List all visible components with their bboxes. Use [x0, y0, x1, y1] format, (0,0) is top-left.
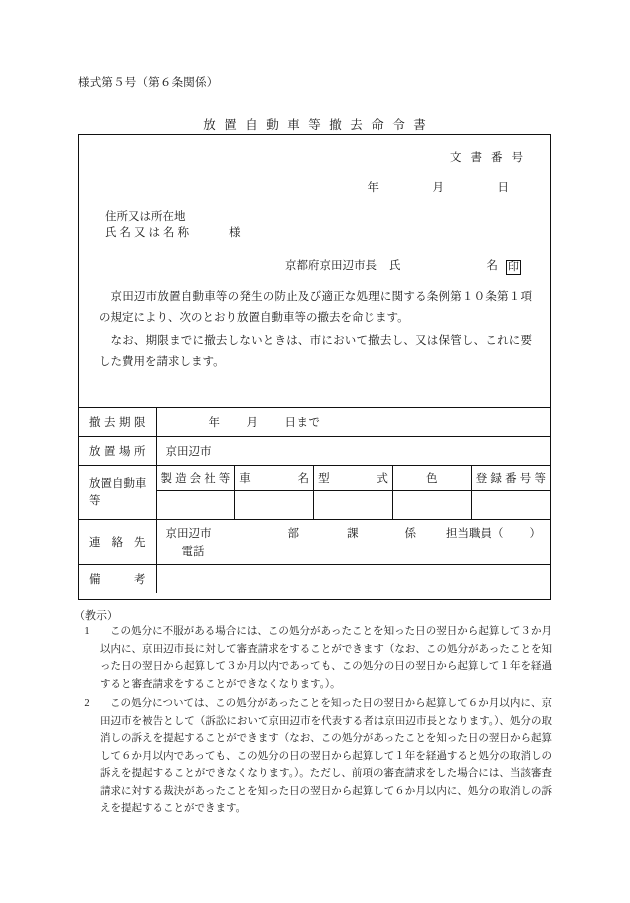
- vehicle-value-registration[interactable]: [471, 491, 550, 520]
- addressee-name-row: [105, 225, 241, 241]
- contact-phone-label: 電話: [181, 546, 205, 558]
- vehicle-column-header-registration: 登録番号等: [471, 466, 550, 491]
- contact-section: 課: [347, 528, 359, 540]
- abandonment-place-label-cell: [79, 437, 156, 466]
- instruction-note-2-text: この処分については、この処分があったことを知った日の翌日から起算して６か月以内に、京田辺市を被告として（訴訟において京田辺市を代表する者は京田辺市長となります。）、処分の取消しの訴えを提起することができます（なお、この処分があったことを知った日の翌日から起算して６か月以内であっても、この処分の日の翌日から起算して１年を経過すると処分の取消しの訴えを提起することができなくなります。）。ただし、前項の審査請求をした場合には、当該審査請求に対する裁決があったことを知った日の翌日から起算して６か月以内に、処分の取消しの訴えを提起することができます。: [100, 698, 552, 814]
- instructions-heading: （教示）: [74, 610, 118, 622]
- deadline-day: 日まで: [284, 417, 321, 429]
- removal-deadline-label: 撤去期限: [89, 417, 146, 429]
- vehicle-column-header-maker: 製造会社等: [156, 466, 235, 491]
- remarks-label-cell: [79, 565, 156, 594]
- contact-label: 連絡先: [89, 537, 146, 549]
- contact-label-cell: [79, 520, 156, 565]
- contact-line-1: [157, 525, 551, 541]
- remarks-value-cell[interactable]: [156, 565, 550, 594]
- seal-icon: 印: [508, 261, 519, 273]
- contact-city: 京田辺市: [165, 528, 212, 540]
- document-number-label: 文書番号: [450, 152, 532, 164]
- table-row-remarks: [79, 565, 550, 594]
- removal-deadline-label-cell: [79, 408, 156, 437]
- body-paragraph-1-text: 京田辺市放置自動車等の発生の防止及び適正な処理に関する条例第１０条第１項の規定により、次のとおり放置自動車等の撤去を命じます。: [99, 291, 532, 324]
- issuer-block: [285, 257, 521, 275]
- body-paragraph-2-text: なお、期限までに撤去しないときは、市において撤去し、又は保管し、これに要した費用を請求します。: [99, 335, 532, 368]
- contact-subsection: 係: [404, 528, 416, 540]
- vehicle-value-model-name[interactable]: [235, 491, 314, 520]
- order-form-box: [78, 134, 551, 600]
- vehicle-value-maker[interactable]: [156, 491, 235, 520]
- issuer-given-label: 名: [486, 260, 498, 272]
- contact-staff-label: 担当職員（: [446, 528, 504, 540]
- name-label: 氏名又は名称: [105, 227, 189, 239]
- removal-deadline-value-cell[interactable]: [156, 408, 550, 437]
- deadline-month: 月: [246, 417, 259, 429]
- honorific-label: 様: [229, 227, 241, 239]
- instruction-note-1-text: この処分に不服がある場合には、この処分があったことを知った日の翌日から起算して３か月以内に、京田辺市長に対して審査請求をすることができます（なお、この処分があったことを知った日の翌日から起算して３か月以内であっても、この処分の日の翌日から起算して１年を経過すると審査請求をすることができなくなります。）。: [100, 626, 552, 690]
- vehicle-column-header-color: 色: [392, 466, 471, 491]
- page-title: 放置自動車等撤去命令書: [203, 118, 435, 132]
- instruction-note-1-number: 1: [84, 626, 90, 637]
- address-label: 住所又は所在地: [105, 211, 186, 223]
- abandonment-place-label: 放置場所: [89, 446, 146, 458]
- table-row-contact: [79, 520, 550, 565]
- body-paragraph-1: [99, 287, 532, 329]
- vehicle-label-line1: 放置自動車: [89, 477, 147, 490]
- vehicle-column-header-type: 型式: [314, 466, 393, 491]
- abandonment-place-value: 京田辺市: [165, 446, 212, 458]
- removal-deadline-value: [157, 414, 551, 430]
- instruction-note-2-number: 2: [84, 698, 90, 709]
- order-details-table: [79, 407, 550, 593]
- vehicle-label-cell: [79, 466, 156, 520]
- table-row-vehicle-headers: [79, 466, 550, 491]
- body-paragraph-2: [99, 331, 532, 373]
- instruction-note-1: [74, 623, 552, 693]
- remarks-label: 備考: [89, 574, 146, 586]
- vehicle-value-color[interactable]: [392, 491, 471, 520]
- vehicle-value-type[interactable]: [314, 491, 393, 520]
- form-number: 様式第５号（第６条関係）: [78, 77, 219, 89]
- contact-division: 部: [287, 528, 299, 540]
- deadline-year: 年: [208, 417, 221, 429]
- addressee-block: [105, 209, 241, 241]
- issuer-title: 京都府京田辺市長: [285, 260, 377, 272]
- abandonment-place-value-cell[interactable]: [156, 437, 550, 466]
- contact-value-cell[interactable]: [156, 520, 550, 565]
- instructions-list: [74, 623, 552, 820]
- vehicle-column-header-model-name: 車名: [235, 466, 314, 491]
- vehicle-label-line2: 等: [89, 494, 101, 507]
- issue-date-label: 年 月 日: [367, 182, 530, 194]
- contact-staff-close: ）: [529, 528, 541, 540]
- issuer-surname-label: 氏: [389, 260, 401, 272]
- addressee-address-row: [105, 209, 241, 225]
- table-row-abandonment-place: [79, 437, 550, 466]
- table-row-removal-deadline: [79, 408, 550, 437]
- instruction-note-2: [74, 695, 552, 818]
